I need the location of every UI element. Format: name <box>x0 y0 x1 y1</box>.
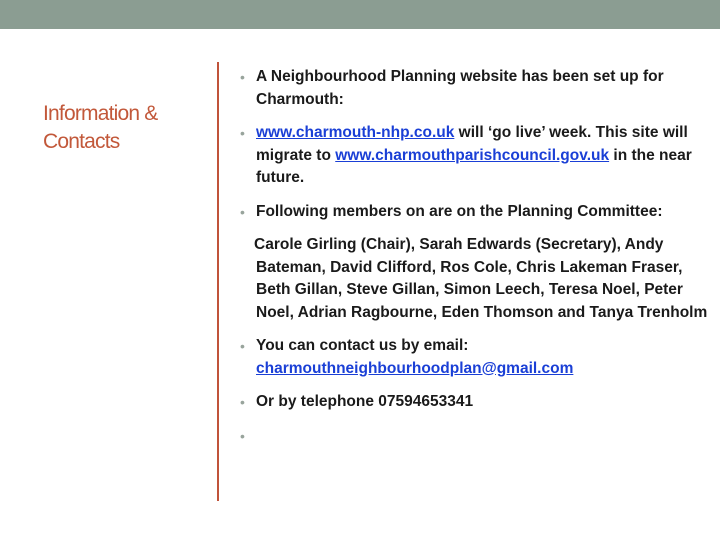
bullet-text: Or by telephone 07594653341 <box>256 393 474 410</box>
title-line-2: Contacts <box>43 130 120 153</box>
slide-title <box>43 100 203 156</box>
bullet-email <box>240 335 710 380</box>
committee-members <box>240 234 710 324</box>
bullet-text: will ‘go live’ week. This site will migrate to <box>256 124 688 164</box>
website-link[interactable]: www.charmouth-nhp.co.uk <box>256 124 455 141</box>
vertical-divider <box>217 62 219 501</box>
bullet-website <box>240 66 710 111</box>
bullet-committee <box>240 201 710 224</box>
bullet-dot: • <box>240 394 245 410</box>
email-link[interactable]: charmouthneighbourhoodplan@gmail.com <box>256 359 574 377</box>
bullet-dot: • <box>240 427 245 444</box>
bullet-text: You can contact us by email: <box>256 337 469 354</box>
top-band <box>0 0 720 29</box>
bullet-dot: • <box>240 69 245 85</box>
members-text: Carole Girling (Chair), Sarah Edwards (Secretary), Andy Bateman, David Clifford, Ros Cole, Chris Lakeman Fraser, Beth Gillan, Steve Gillan, Simon Leech, Teresa Noel, Peter Noel, Adrian Ragbourne, Eden Thomson and Tanya Trenholm <box>254 236 708 321</box>
bullet-text: A Neighbourhood Planning website has been set up for Charmouth: <box>256 68 664 108</box>
bullet-dot: • <box>240 203 245 220</box>
parish-council-link[interactable]: www.charmouthparishcouncil.gov.uk <box>335 146 610 164</box>
bullet-empty <box>240 425 710 448</box>
bullet-dot: • <box>240 338 245 354</box>
title-line-1: Information & <box>43 102 158 125</box>
bullet-links <box>240 122 710 190</box>
bullet-telephone <box>240 391 710 414</box>
bullet-text: in the near future. <box>256 146 692 186</box>
bullet-text: Following members on are on the Planning Committee: <box>256 202 663 220</box>
bullet-list <box>240 66 710 458</box>
bullet-dot: • <box>240 125 245 141</box>
